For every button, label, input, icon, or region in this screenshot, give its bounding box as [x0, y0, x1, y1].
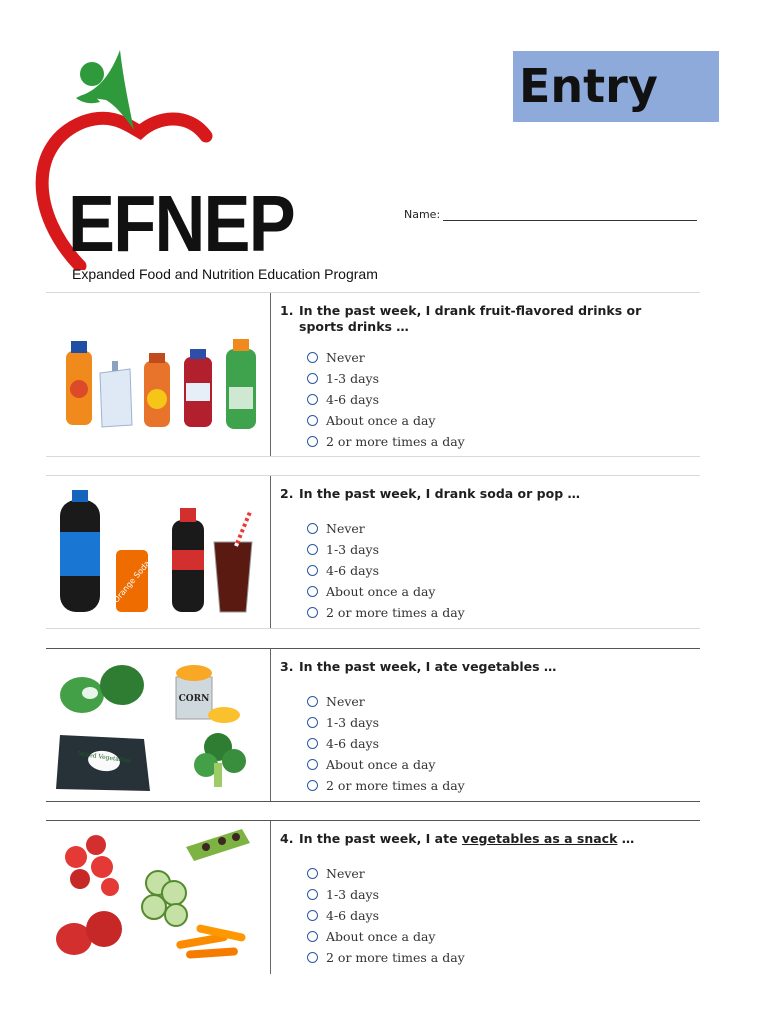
vegetable-snacks-illustration	[46, 821, 270, 974]
q2-option-4-6-days[interactable]	[307, 560, 690, 581]
option-label: 4-6 days	[326, 392, 380, 407]
question-2-text: In the past week, I drank soda or pop …	[299, 486, 580, 501]
radio-button-icon[interactable]	[307, 415, 318, 426]
question-3-number: 3.	[280, 659, 294, 674]
q3-option-never[interactable]	[307, 691, 690, 712]
q2-option-1-3-days[interactable]	[307, 539, 690, 560]
q2-option-once-a-day[interactable]	[307, 581, 690, 602]
q1-option-once-a-day[interactable]	[307, 410, 690, 431]
name-input-line[interactable]	[443, 208, 697, 221]
question-3-title	[280, 659, 690, 675]
radio-button-icon[interactable]	[307, 952, 318, 963]
q3-option-4-6-days[interactable]	[307, 733, 690, 754]
q1-option-1-3-days[interactable]	[307, 368, 690, 389]
q3-option-1-3-days[interactable]	[307, 712, 690, 733]
question-2-title	[280, 486, 690, 502]
radio-button-icon[interactable]	[307, 394, 318, 405]
radio-button-icon[interactable]	[307, 565, 318, 576]
q2-option-2-or-more[interactable]	[307, 602, 690, 623]
option-label: 1-3 days	[326, 715, 380, 730]
q1-option-2-or-more[interactable]	[307, 431, 690, 452]
option-label: Never	[326, 521, 365, 536]
question-2-divider	[270, 476, 271, 628]
option-label: 4-6 days	[326, 736, 380, 751]
entry-badge: Entry	[513, 51, 719, 122]
logo-wordmark: EFNEP	[68, 179, 294, 268]
can-label: Orange Soda	[111, 558, 152, 605]
question-2-options	[307, 518, 690, 623]
q4-option-4-6-days[interactable]	[307, 905, 690, 926]
drink-pouch-icon	[100, 369, 132, 427]
radio-button-icon[interactable]	[307, 759, 318, 770]
soda-glass-icon	[214, 542, 252, 612]
corn-label: CORN	[178, 694, 210, 704]
option-label: About once a day	[326, 413, 436, 428]
option-label: 2 or more times a day	[326, 778, 465, 793]
option-label: Never	[326, 866, 365, 881]
radio-button-icon[interactable]	[307, 780, 318, 791]
question-4-number: 4.	[280, 831, 294, 846]
cherry-tomatoes-icon	[65, 846, 87, 868]
option-label: 1-3 days	[326, 371, 380, 386]
question-3	[46, 648, 700, 802]
option-label: About once a day	[326, 584, 436, 599]
q1-option-4-6-days[interactable]	[307, 389, 690, 410]
question-1-title	[280, 303, 690, 335]
soda-illustration	[46, 476, 270, 628]
question-3-options	[307, 691, 690, 796]
option-label: Never	[326, 694, 365, 709]
question-4-text-suffix: …	[617, 831, 635, 846]
logo-subtitle: Expanded Food and Nutrition Education Program	[72, 266, 378, 282]
option-label: About once a day	[326, 757, 436, 772]
question-1-number: 1.	[280, 303, 294, 318]
option-label: 4-6 days	[326, 563, 380, 578]
question-4-text-prefix: In the past week, I ate	[299, 831, 462, 846]
option-label: 2 or more times a day	[326, 950, 465, 965]
name-row	[404, 208, 697, 221]
radio-button-icon[interactable]	[307, 738, 318, 749]
q4-option-never[interactable]	[307, 863, 690, 884]
option-label: About once a day	[326, 929, 436, 944]
radio-button-icon[interactable]	[307, 696, 318, 707]
question-4-text-emphasis: vegetables as a snack	[461, 831, 618, 846]
question-4-options	[307, 863, 690, 968]
question-3-text: In the past week, I ate vegetables …	[299, 659, 557, 674]
question-4	[46, 820, 700, 974]
q4-option-once-a-day[interactable]	[307, 926, 690, 947]
option-label: 2 or more times a day	[326, 434, 465, 449]
question-1-options	[307, 347, 690, 452]
q4-option-2-or-more[interactable]	[307, 947, 690, 968]
vegetables-illustration	[46, 649, 270, 801]
question-2	[46, 475, 700, 629]
fruit-drinks-illustration	[46, 293, 270, 456]
radio-button-icon[interactable]	[307, 523, 318, 534]
radio-button-icon[interactable]	[307, 352, 318, 363]
option-label: 4-6 days	[326, 908, 380, 923]
celery-snack-icon	[186, 829, 250, 861]
question-3-divider	[270, 649, 271, 801]
q2-option-never[interactable]	[307, 518, 690, 539]
name-label: Name:	[404, 208, 441, 221]
radio-button-icon[interactable]	[307, 373, 318, 384]
efnep-logo	[28, 44, 378, 282]
radio-button-icon[interactable]	[307, 931, 318, 942]
radio-button-icon[interactable]	[307, 544, 318, 555]
radio-button-icon[interactable]	[307, 607, 318, 618]
radio-button-icon[interactable]	[307, 868, 318, 879]
q1-option-never[interactable]	[307, 347, 690, 368]
question-1	[46, 292, 700, 457]
bag-label: Mixed Vegetables	[77, 750, 132, 765]
radio-button-icon[interactable]	[307, 910, 318, 921]
radio-button-icon[interactable]	[307, 586, 318, 597]
radio-button-icon[interactable]	[307, 717, 318, 728]
option-label: 1-3 days	[326, 542, 380, 557]
radio-button-icon[interactable]	[307, 436, 318, 447]
question-1-text: In the past week, I drank fruit-flavored drinks or sports drinks …	[299, 303, 642, 334]
question-1-divider	[270, 293, 271, 456]
radio-button-icon[interactable]	[307, 889, 318, 900]
option-label: 2 or more times a day	[326, 605, 465, 620]
question-4-title	[280, 831, 690, 847]
option-label: Never	[326, 350, 365, 365]
q3-option-2-or-more[interactable]	[307, 775, 690, 796]
question-4-divider	[270, 821, 271, 974]
q3-option-once-a-day[interactable]	[307, 754, 690, 775]
question-2-number: 2.	[280, 486, 294, 501]
option-label: 1-3 days	[326, 887, 380, 902]
q4-option-1-3-days[interactable]	[307, 884, 690, 905]
